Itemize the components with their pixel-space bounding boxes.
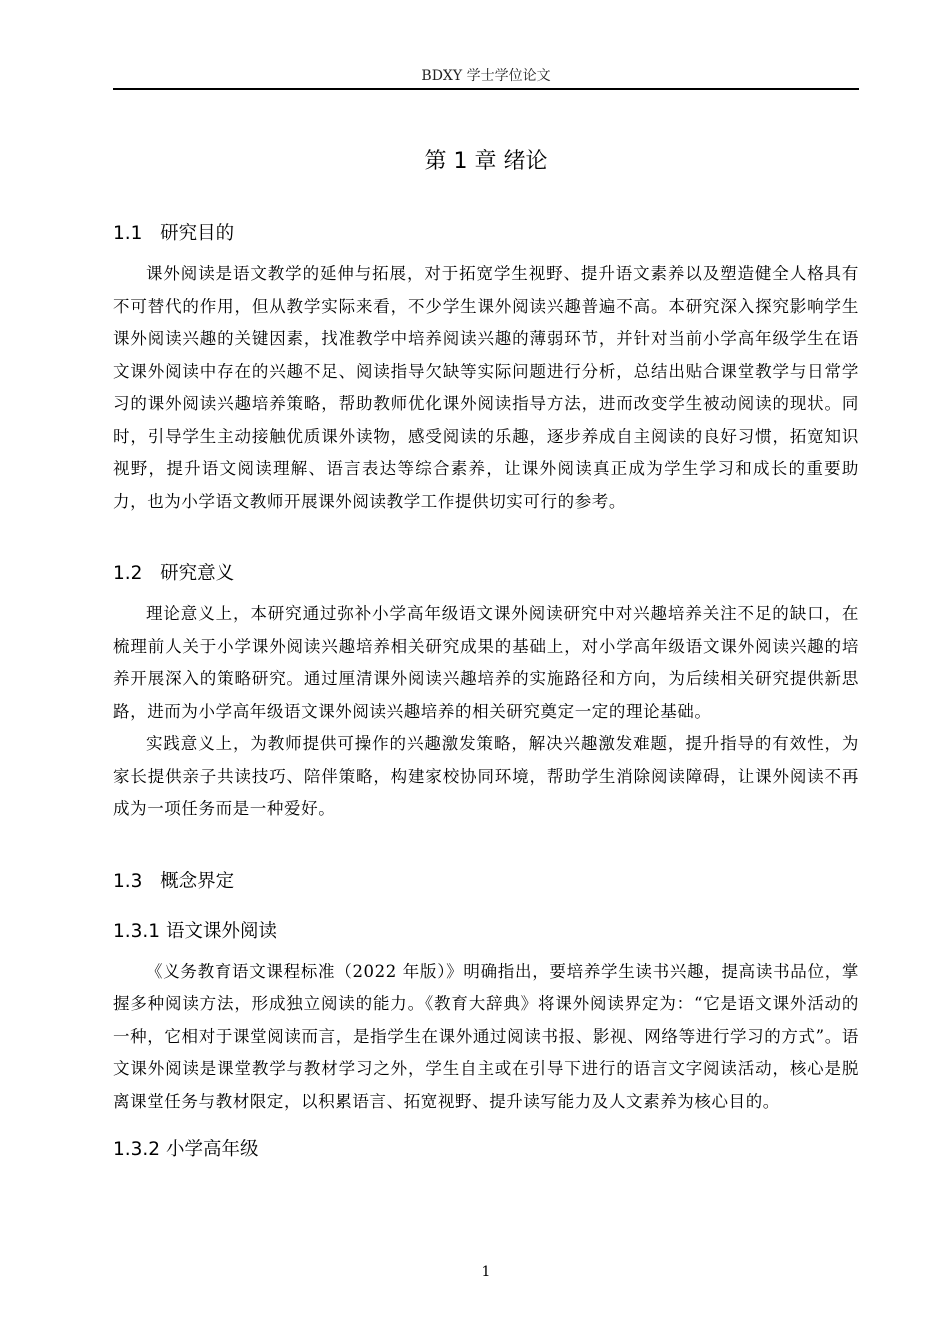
section-body-1-2 [113, 598, 859, 826]
section-body-1-3-1 [113, 956, 859, 1119]
page-number: 1 [481, 1264, 491, 1280]
paragraph: 《义务教育语文课程标准（2022 年版）》明确指出，要培养学生读书兴趣，提高读书品位，掌握多种阅读方法，形成独立阅读的能力。《教育大辞典》将课外阅读界定为：“它是语文课外活动的一种，它相对于课堂阅读而言，是指学生在课外通过阅读书报、影视、网络等进行学习的方式”。语文课外阅读是课堂教学与教材学习之外，学生自主或在引导下进行的语言文字阅读活动，核心是脱离课堂任务与教材限定，以积累语言、拓宽视野、提升读写能力及人文素养为核心目的。 [113, 961, 859, 1111]
chapter-title: 第 1 章 绪论 [424, 149, 548, 174]
section-heading-1-1: 1.1 研究目的 [113, 223, 235, 244]
section-body-1-1 [113, 258, 859, 518]
paragraph: 实践意义上，为教师提供可操作的兴趣激发策略，解决兴趣激发难题，提升指导的有效性，为家长提供亲子共读技巧、陪伴策略，构建家校协同环境，帮助学生消除阅读障碍，让课外阅读不再成为一项任务而是一种爱好。 [113, 734, 859, 818]
section-heading-1-2: 1.2 研究意义 [113, 563, 235, 584]
subsection-heading-1-3-2: 1.3.2 小学高年级 [113, 1139, 259, 1160]
page-body [113, 140, 859, 1164]
paragraph: 理论意义上，本研究通过弥补小学高年级语文课外阅读研究中对兴趣培养关注不足的缺口，在梳理前人关于小学课外阅读兴趣培养相关研究成果的基础上，对小学高年级语文课外阅读兴趣的培养开展深入的策略研究。通过厘清课外阅读兴趣培养的实施路径和方向，为后续相关研究提供新思路，进而为小学高年级语文课外阅读兴趣培养的相关研究奠定一定的理论基础。 [113, 604, 859, 721]
running-header: BDXY 学士学位论文 [421, 68, 551, 84]
paragraph: 课外阅读是语文教学的延伸与拓展，对于拓宽学生视野、提升语文素养以及塑造健全人格具有不可替代的作用，但从教学实际来看，不少学生课外阅读兴趣普遍不高。本研究深入探究影响学生课外阅读兴趣的关键因素，找准教学中培养阅读兴趣的薄弱环节，并针对当前小学高年级学生在语文课外阅读中存在的兴趣不足、阅读指导欠缺等实际问题进行分析，总结出贴合课堂教学与日常学习的课外阅读兴趣培养策略，帮助教师优化课外阅读指导方法，进而改变学生被动阅读的现状。同时，引导学生主动接触优质课外读物，感受阅读的乐趣，逐步养成自主阅读的良好习惯，拓宽知识视野，提升语文阅读理解、语言表达等综合素养，让课外阅读真正成为学生学习和成长的重要助力，也为小学语文教师开展课外阅读教学工作提供切实可行的参考。 [113, 264, 859, 511]
subsection-heading-1-3-1: 1.3.1 语文课外阅读 [113, 920, 277, 942]
header-rule [113, 88, 859, 90]
section-heading-1-3: 1.3 概念界定 [113, 870, 235, 892]
